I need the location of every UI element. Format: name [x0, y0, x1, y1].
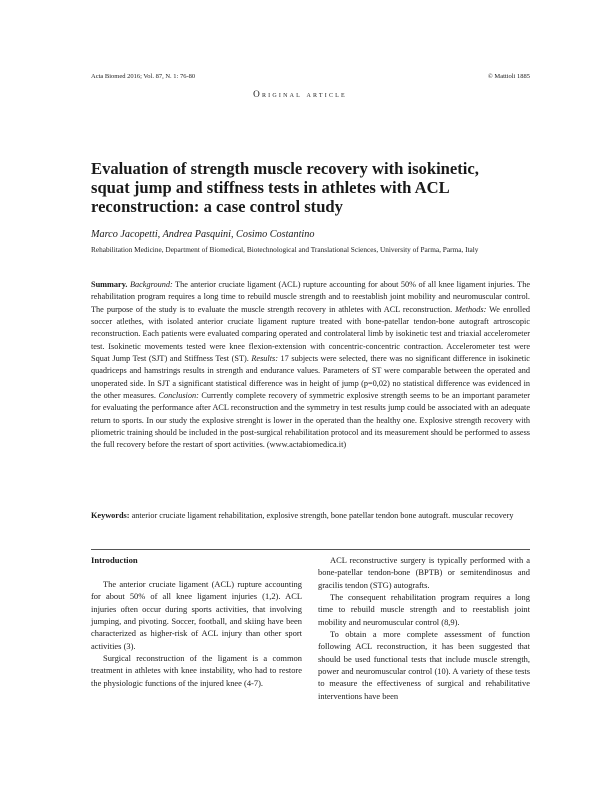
background-text: The anterior cruciate ligament (ACL) rupture accounting for about 50% of all knee ligament injuries. The rehabilitation program requires a long time to rebuild muscle strength and to reestablish joint mobility and neuromuscular control. The purpose of the study is to evaluate the muscle strength recovery in athletes with ACL reconstruction.	[91, 280, 530, 314]
keywords	[91, 510, 530, 522]
results-text: 17 subjects were selected, there was no significant difference in isokinetic quadriceps and hamstrings results in strength and endurance values. Parameters of ST were comparable between the operated and unoperated side. In SJT a significant statistical difference was in height of jump (p=0,02) no statistical difference was evidenced in the other measures.	[91, 354, 530, 401]
results-label: Results:	[251, 354, 278, 364]
background-label: Background:	[129, 280, 173, 289]
author-list: Marco Jacopetti, Andrea Pasquini, Cosimo Costantino	[91, 229, 315, 240]
section-divider	[91, 549, 530, 550]
body-column-left	[91, 578, 302, 689]
methods-label: Methods:	[455, 304, 487, 314]
article-title: Evaluation of strength muscle recovery with isokinetic, squat jump and stiffness tests in athletes with ACL reconstruction: a case control study	[91, 159, 479, 216]
methods-text: We enrolled soccer atlethes, with isolated anterior cruciate ligament rupture treated with bone-patellar tendon-bone autograft artroscopic reconstruction. Each patients were evaluated comparing operated and controlateral limb by isokinetic test and triaxial accelerometer test. Isokinetic movements tested were knee flexion-extension with concentric-concentric contraction. Accelerometer test were Squat Jump Test (SJT) and Stiffness Test (ST).	[91, 304, 530, 364]
paragraph: ACL reconstructive surgery is typically performed with a bone-patellar tendon-bone (BPTB) or semitendinosus and gracilis tendon (STG) autografts.	[318, 555, 530, 590]
keywords-label: Keywords:	[91, 511, 130, 520]
introduction-heading: Introduction	[91, 555, 138, 565]
keywords-text: anterior cruciate ligament rehabilitation, explosive strength, bone patellar tendon bone autograft. muscular recovery	[129, 511, 514, 520]
paragraph: To obtain a more complete assessment of function following ACL reconstruction, it has been suggested that should be used functional tests that include muscle strength, power and neuromuscular control (10). A variety of these tests to measure the effectiveness of surgical and rehabilitative interventions have been	[318, 629, 530, 701]
abstract	[91, 279, 530, 452]
paragraph: The consequent rehabilitation program requires a long time to rebuild muscle strength and to reestablish joint mobility and neuromuscular control (8,9).	[318, 592, 530, 627]
paragraph: Surgical reconstruction of the ligament is a common treatment in athletes with knee instability, who had to restore the physiologic functions of the injured knee (4-7).	[91, 653, 302, 688]
section-label: Original article	[253, 89, 347, 99]
journal-citation: Acta Biomed 2016; Vol. 87, N. 1: 76-80	[91, 73, 196, 80]
conclusion-text: Currently complete recovery of symmetric explosive strength seems to be an important parameter for evaluating the performance after ACL reconstruction and the symmetry in test results jump could be associated with an adequate return to sports. In our study the explosive strenght is lower in the operated than the healthy one. Explosive strength recovery with pliometric training should be included in the post-surgical rehabilitation protocol and its measurement should be performed to assess the full recovery before the restart of sport activities. (www.actabiomedica.it)	[91, 391, 531, 450]
copyright-notice: © Mattioli 1885	[487, 73, 530, 80]
summary-label: Summary.	[91, 280, 128, 289]
body-column-right	[318, 554, 530, 702]
conclusion-label: Conclusion:	[158, 391, 199, 401]
affiliation: Rehabilitation Medicine, Department of Biomedical, Biotechnological and Translational Sciences, University of Parma, Parma, Italy	[91, 245, 479, 254]
paragraph: The anterior cruciate ligament (ACL) rupture accounting for about 50% of all knee ligament injuries (1,2). ACL injuries often occur during sports activities, that involving jumping, and pivoting. Soccer, football, and skiing have been characterized as higher-risk of ACL injury than other sport activities (3).	[91, 579, 302, 651]
